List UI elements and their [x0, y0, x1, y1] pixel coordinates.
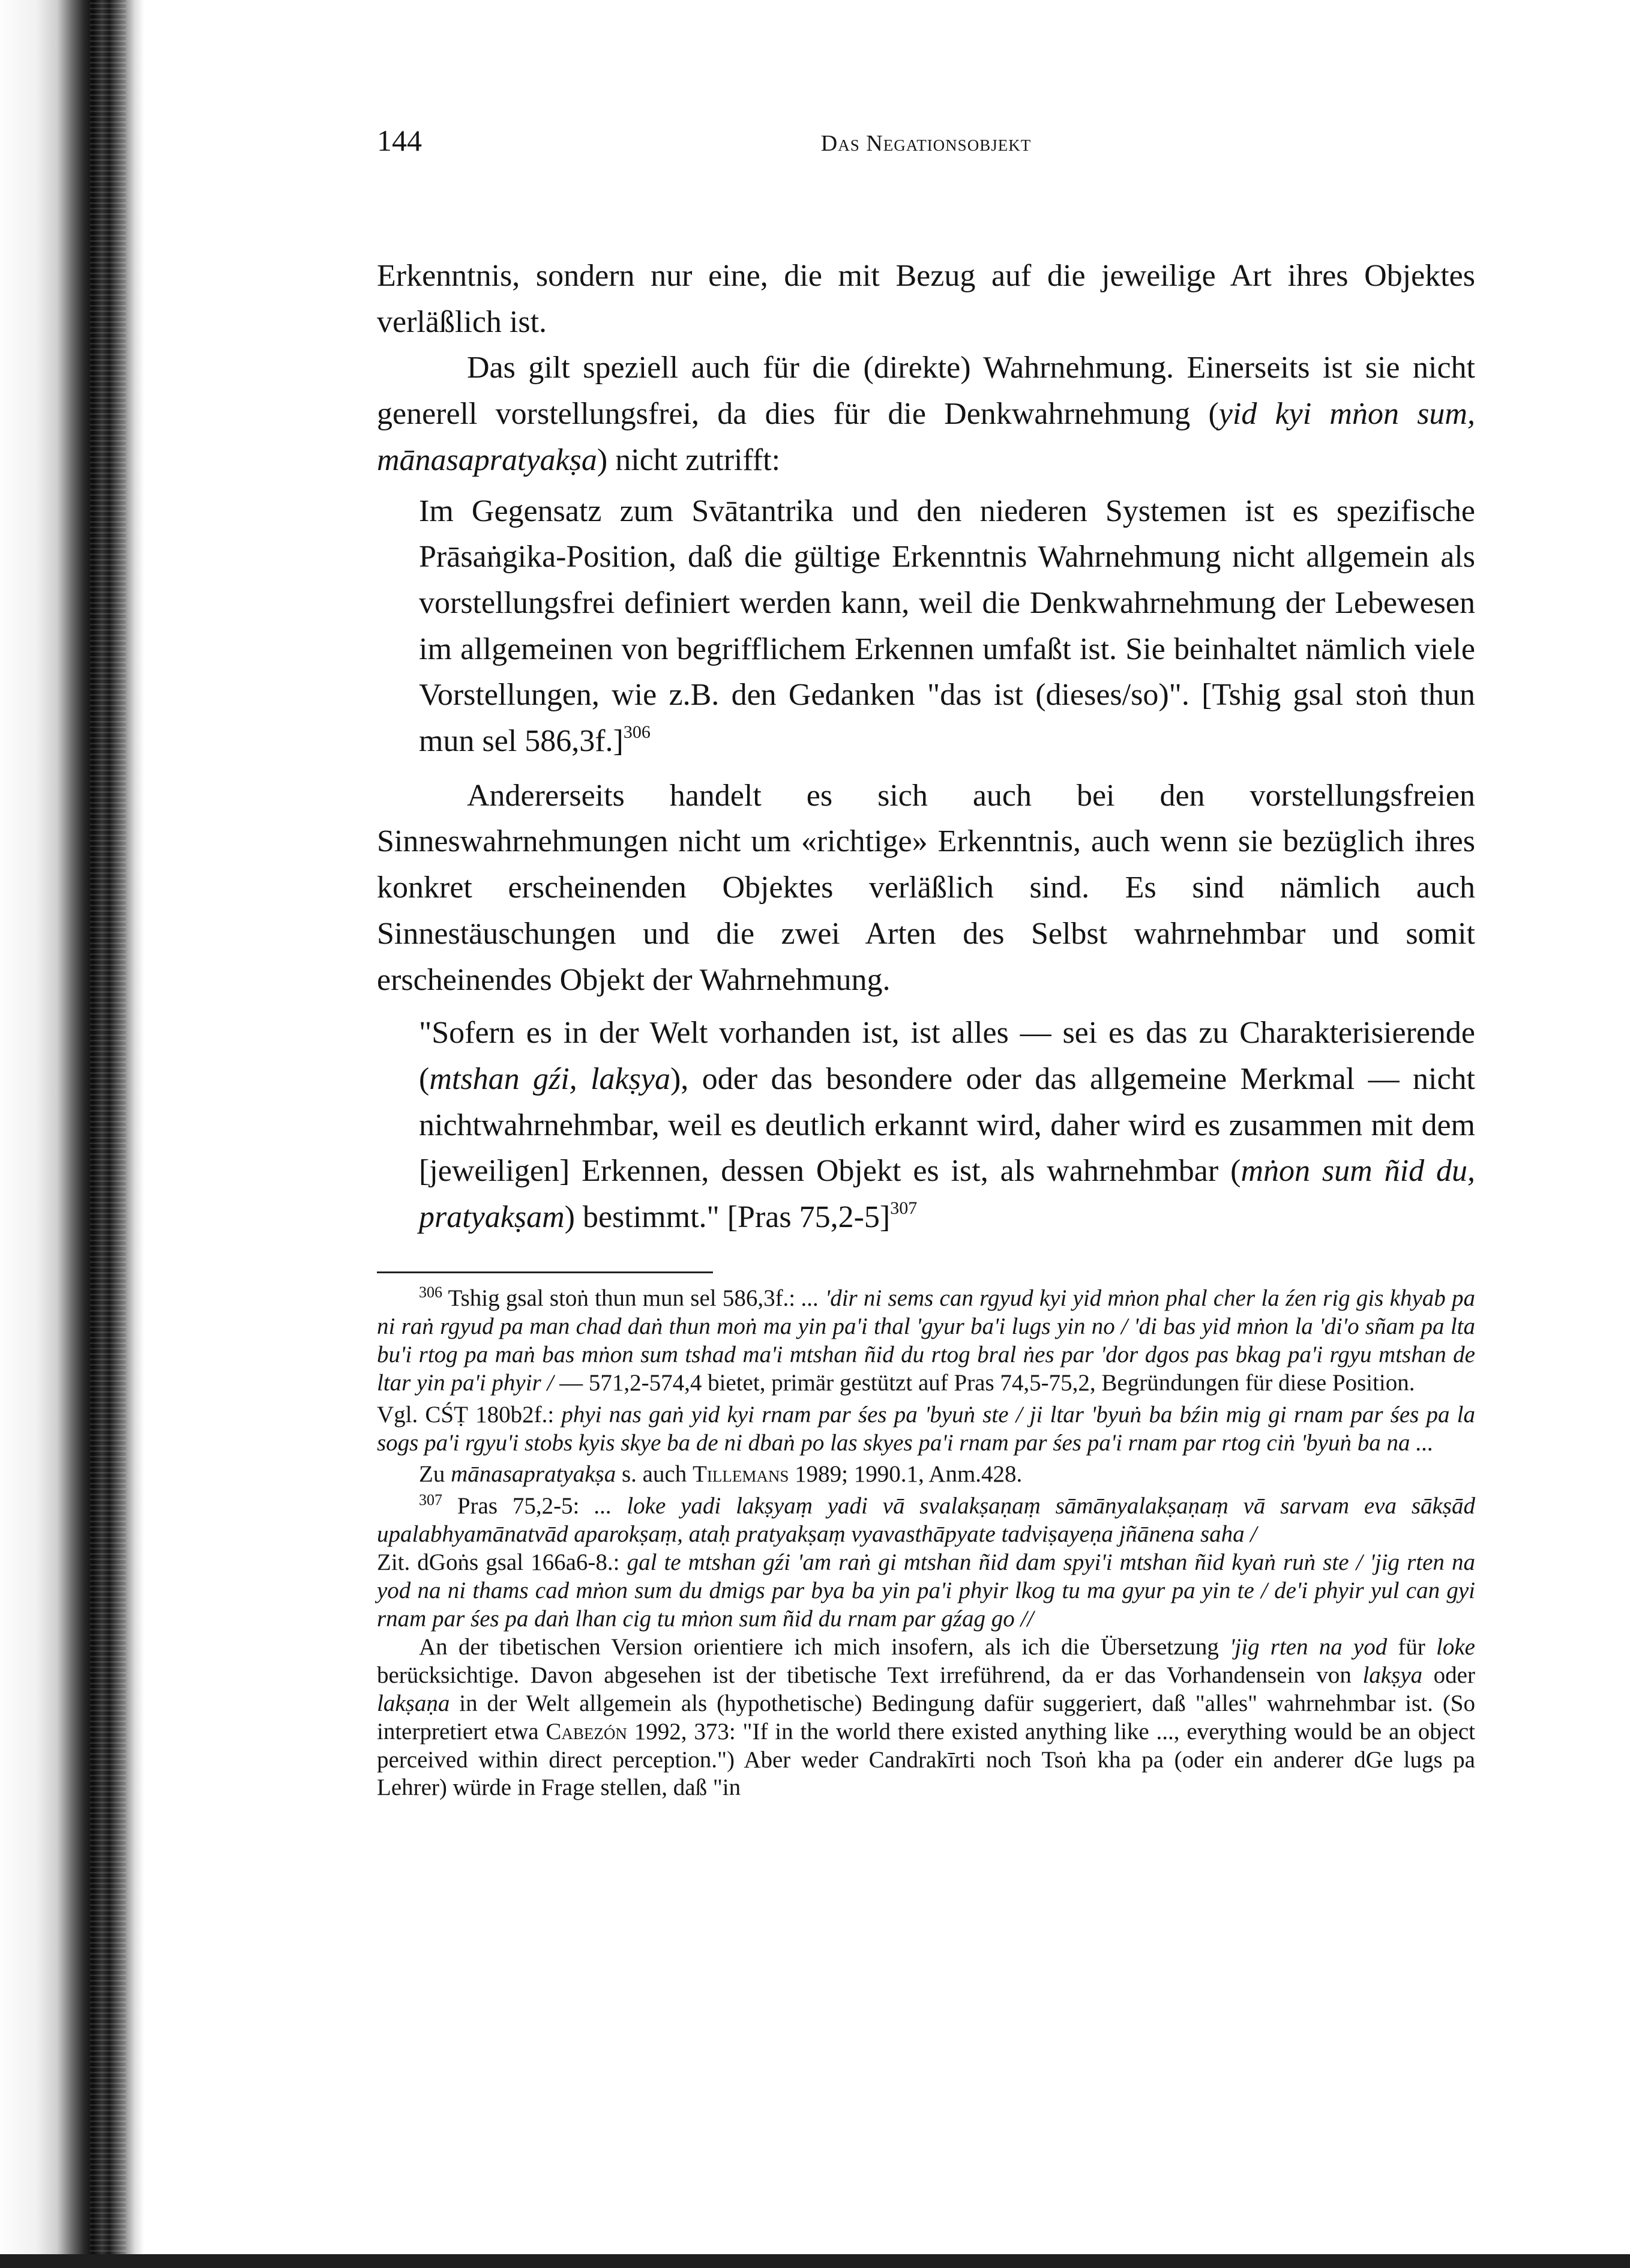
- footnote-separator: [377, 1271, 713, 1273]
- footnote-306: $^{306}$ Tshig gsal stoṅ thun mun sel 586,3f.: ... 'dir ni sems can rgyud kyi yid mṅon phal cher la źen rig gis khyab pa ni raṅ rgyud pa man chad daṅ thun moṅ ma yin pa'i thal 'gyur ba'i lugs yin no / 'di bas yid mṅon la 'di'o sñam pa lta bu'i rtog pa maṅ bas mṅon sum tshad ma'i mtshan ñid du rtog bral ṅes par 'dor dgos pas bkag pa'i rgyu mtshan de ltar yin pa'i phyir / — 571,2-574,4 bietet, primär gestützt auf Pras 74,5-75,2, Begründungen für diese Position.: [377, 1283, 1475, 1396]
- footnote-307: $^{307}$ Pras 75,2-5: ... loke yadi lakṣyaṃ yadi vā svalakṣaṇaṃ sāmānyalakṣaṇaṃ vā sarvam eva sākṣād upalabhyamānatvād aparokṣaṃ, ataḥ pratyakṣaṃ vyavasthāpyate tadviṣayeṇa jñānena saha /: [377, 1491, 1475, 1548]
- footnote-306-zu: Zu mānasapratyakṣa s. auch Tillemans 1989; 1990.1, Anm.428.: [419, 1461, 1023, 1488]
- paragraph-sense-perception: Andererseits handelt es sich auch bei den vorstellungsfreien Sinneswahrnehmungen nicht um «richtige» Erkenntnis, auch wenn sie bezüglich ihres konkret erscheinenden Objektes verläßlich sind. Es sind nämlich auch Sinnestäuschungen und die zwei Arten des Selbst wahrnehmbar und somit erscheinendes Objekt der Wahrnehmung.: [377, 778, 1475, 997]
- block-quote-prasangika: Im Gegensatz zum Svātantrika und den niederen Systemen ist es spezifische Prāsaṅgika-Position, daß die gültige Erkenntnis Wahrnehmung nicht allgemein als vorstellungsfrei definiert werden kann, weil die Denkwahrnehmung der Lebewesen im allgemeinen von begrifflichem Erkennen umfaßt ist. Sie beinhaltet nämlich viele Vorstellungen, wie z.B. den Gedanken "das ist (dieses/so)". [Tshig gsal stoṅ thun mun sel 586,3f.]$^{306}$: [419, 493, 1475, 759]
- page-number: 144: [377, 124, 422, 157]
- scan-bottom-edge: [0, 2254, 1630, 2268]
- footnote-307-an: An der tibetischen Version orientiere ich mich insofern, als ich die Übersetzung 'jig rten na yod für loke berücksichtige. Davon abgesehen ist der tibetische Text irreführend, da er das Vorhandensein von lakṣya oder lakṣaṇa in der Welt allgemein als (hypothetische) Bedingung dafür suggeriert, daß "alles" wahrnehmbar ist. (So interpretiert etwa Cabezón 1992, 373: "If in the world there existed anything like ..., everything would be an object perceived within direct perception.") Aber weder Candrakīrti noch Tsoṅ kha pa (oder ein anderer dGe lugs pa Lehrer) würde in Frage stellen, daß "in: [377, 1633, 1475, 1801]
- footnote-306-vgl: Vgl. CŚṬ 180b2f.: phyi nas gaṅ yid kyi rnam par śes pa 'byuṅ ste / ji ltar 'byuṅ ba bźin mig gi rnam par śes pa la sogs pa'i rgyu'i stobs kyis skye ba de ni dbaṅ po las skyes pa'i rnam par śes pa'i rnam par rtog ciṅ 'byuṅ ba na ...: [377, 1401, 1475, 1456]
- paragraph-perception: Das gilt speziell auch für die (direkte) Wahrnehmung. Einerseits ist sie nicht generell vorstellungsfrei, da dies für die Denkwahrnehmung (yid kyi mṅon sum, mānasapratyakṣa) nicht zutrifft:: [377, 351, 1475, 477]
- paragraph-continuation: Erkenntnis, sondern nur eine, die mit Bezug auf die jeweilige Art ihres Objektes verläßlich ist.: [377, 259, 1475, 339]
- running-head: Das Negationsobjekt: [820, 131, 1032, 156]
- main-text: [377, 253, 1475, 1241]
- block-quote-pras: "Sofern es in der Welt vorhanden ist, ist alles — sei es das zu Charakterisierende (mtshan gźi, lakṣya), oder das besondere oder das allgemeine Merkmal — nicht nichtwahrnehmbar, weil es deutlich erkannt wird, daher wird es zusammen mit dem [jeweiligen] Erkennen, dessen Objekt es ist, als wahrnehmbar (mṅon sum ñid du, pratyakṣam) bestimmt." [Pras 75,2-5]$^{307}$: [419, 1016, 1476, 1235]
- book-binding-shadow: [0, 0, 144, 2268]
- footnote-ref-307: 307: [890, 1198, 918, 1219]
- footnote-ref-306: 306: [623, 722, 651, 743]
- footnote-307-zit: Zit. dGoṅs gsal 166a6-8.: gal te mtshan gźi 'am raṅ gi mtshan ñid dam spyi'i mtshan ñid kyaṅ ruṅ ste / 'jig rten na yod na ni thams cad mṅon sum du dmigs par bya ba yin pa'i phyir lkog tu ma gyur pa yin te / de'i phyir yul can gyi rnam par śes pa daṅ lhan cig tu mṅon sum ñid du rnam par gźag go //: [377, 1549, 1475, 1632]
- footnotes: [377, 1285, 1475, 1802]
- page-header: [377, 123, 1475, 165]
